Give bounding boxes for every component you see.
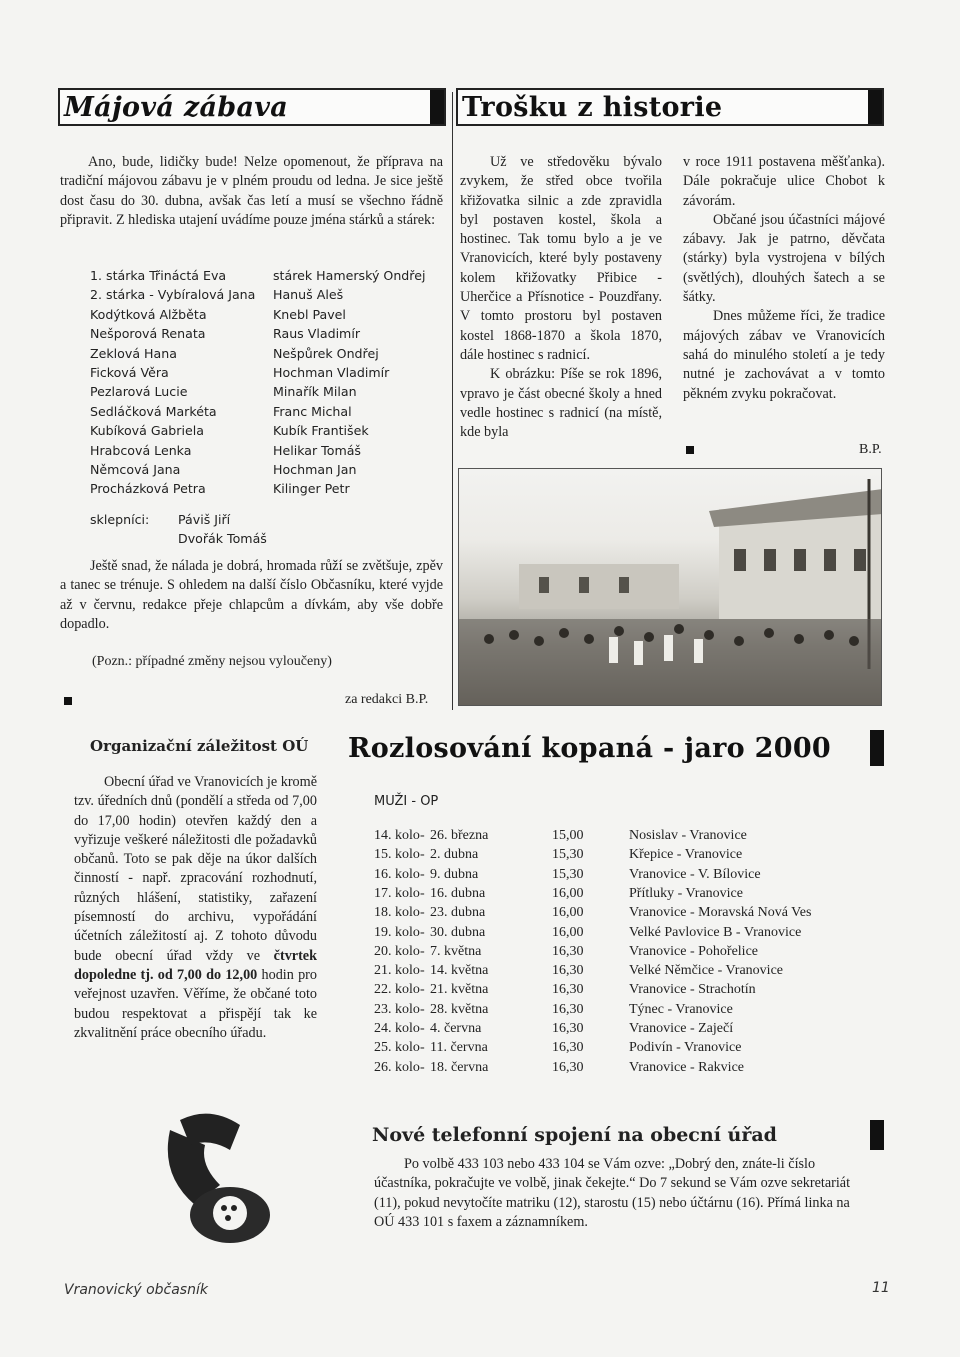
sklepnici-list [178, 510, 267, 549]
fixture-separator: - [420, 943, 425, 959]
fixture-match: Vranovice - Strachotín [629, 982, 756, 998]
office-text [74, 773, 317, 1043]
fixture-date: 7. května [430, 943, 482, 959]
fixture-date: 14. května [430, 963, 489, 979]
fixture-date: 18. června [430, 1059, 489, 1075]
header-block-ornament [870, 1120, 884, 1150]
header-block-ornament [430, 90, 444, 124]
starek-name: Hanuš Aleš [273, 287, 344, 303]
fixture-date: 21. května [430, 982, 489, 998]
fixture-separator: - [420, 982, 425, 998]
village-square-illustration [459, 469, 882, 706]
kopana-header [342, 728, 886, 768]
fixture-round: 17. kolo [374, 885, 420, 901]
fixture-separator: - [420, 924, 425, 940]
starek-name: Nešpůrek Ondřej [273, 345, 379, 361]
starka-name: Němcová Jana [90, 462, 181, 478]
column-divider [452, 92, 453, 710]
fixture-separator: - [420, 963, 425, 979]
starka-name: Kubíková Gabriela [90, 423, 204, 439]
publication-name: Vranovický občasník [64, 1282, 208, 1298]
fixture-round: 14. kolo [374, 828, 420, 843]
historie-col1-photo-caption: K obrázku: Píše se rok 1896, vpravo je část obecné školy a hned vedle hostinec s radnicí (na místě, kde byla [460, 366, 662, 441]
sklepnik-name: Páviš Jiří [178, 512, 231, 527]
fixture-date: 23. dubna [430, 905, 486, 921]
bullet-mark [686, 446, 694, 454]
starka-name: Hrabcová Lenka [90, 442, 192, 458]
fixture-date: 28. května [430, 1001, 489, 1017]
starek-names-list [273, 266, 425, 499]
fixture-date: 26. března [430, 828, 489, 843]
fixture-date: 4. června [430, 1021, 482, 1036]
starek-name: stárek Hamerský Ondřej [273, 268, 426, 283]
historie-col1-text: Už ve středověku bývalo zvykem, že střed obce tvořila křižovatka silnic a zde zpravidla byl postaven kostel, škola a hostinec. Tak tomu bylo a je ve Vranovicích, které byly postaveny kolem křižovatky Přibice - Uherčice a Přísnotice - Pouzdřany. V tomto prostoru byl postaven kostel 1868-1870 a škola 1870, dále hostinec s radnicí. [460, 154, 662, 363]
telephone-icon [150, 1100, 280, 1250]
historie-col2-text: v roce 1911 postavena měšťanka). Dále pokračuje ulice Chobot k závorám. [683, 154, 885, 209]
fixture-time: 16,30 [552, 963, 584, 979]
phone-title: Nové telefonní spojení na obecní úřad [372, 1124, 777, 1146]
kopana-title: Rozlosování kopaná - jaro 2000 [348, 732, 831, 764]
phone-text: Po volbě 433 103 nebo 433 104 se Vám ozve: „Dobrý den, znáte-li číslo účastníka, pokračujte ve volbě, jinak čekejte.“ Do 7 sekund se Vám ozve sekretariát (11), pokud nevytočíte matriku (12), starostu (15) nebo účtárnu (16). Přímá linka na OÚ 433 101 s faxem a záznamníkem. [374, 1156, 851, 1230]
header-block-ornament [868, 90, 882, 124]
fixture-match: Vranovice - V. Bílovice [629, 866, 761, 882]
starka-name: Nešporová Renata [90, 326, 206, 342]
starka-name: Ficková Věra [90, 365, 169, 381]
majova-closing: Ještě snad, že nálada je dobrá, hromada růží se zvětšuje, zpěv a tanec se trénuje. S ohledem na další číslo Občasníku, které vyjde až v červnu, redakce přeje chlapcům a dívkám, aby vše dobře dopadlo. [60, 558, 443, 632]
fixture-time: 16,00 [552, 905, 584, 921]
historie-title: Trošku z historie [462, 91, 723, 123]
fixture-match: Vranovice - Moravská Nová Ves [629, 905, 812, 921]
fixture-round: 23. kolo [374, 1001, 420, 1017]
fixture-time: 16,00 [552, 885, 584, 901]
fixture-separator: - [420, 847, 425, 863]
kopana-category: MUŽI - OP [374, 794, 439, 809]
starek-name: Franc Michal [273, 403, 352, 419]
fixture-date: 2. dubna [430, 847, 479, 863]
office-title: Organizační záležitost OÚ [90, 737, 309, 755]
fixture-time: 15,00 [552, 828, 584, 843]
fixture-time: 16,30 [552, 1040, 584, 1056]
fixture-round: 22. kolo [374, 982, 420, 998]
starka-name: Procházková Petra [90, 481, 206, 497]
fixture-match: Vranovice - Pohořelice [629, 943, 758, 959]
fixture-separator: - [420, 905, 425, 921]
fixture-match: Křepice - Vranovice [629, 847, 743, 863]
fixture-round: 26. kolo [374, 1059, 420, 1075]
stark-names-list [90, 266, 255, 499]
fixture-round: 16. kolo [374, 866, 420, 882]
majova-zabava-header [58, 88, 446, 126]
starka-name: 2. stárka - Vybíralová Jana [90, 287, 256, 303]
fixture-separator: - [420, 866, 425, 882]
majova-zabava-title: Májová zábava [64, 91, 289, 123]
historie-signature: B.P. [859, 442, 882, 457]
fixture-time: 15,30 [552, 847, 584, 863]
bullet-mark [64, 697, 72, 705]
starek-name: Raus Vladimír [273, 326, 361, 342]
majova-intro: Ano, bude, lidičky bude! Nelze opomenout, že příprava na tradiční májovou zábavu je v plném proudu od ledna. Je sice ještě dost času do 30. dubna, avšak čas letí a musí se všechno řádně připravit. Z hlediska utajení uvádíme pouze jména stárků a stárek: [60, 154, 443, 228]
historie-col1 [460, 153, 662, 442]
fixture-time: 16,00 [552, 924, 584, 940]
starek-name: Kilinger Petr [273, 481, 350, 497]
fixture-round: 21. kolo [374, 963, 420, 979]
starka-name: Pezlarová Lucie [90, 384, 188, 400]
sklepnici-label: sklepníci: [90, 512, 150, 527]
phone-illustration [150, 1100, 280, 1250]
starek-name: Minařík Milan [273, 384, 357, 400]
fixture-match: Týnec - Vranovice [629, 1001, 733, 1017]
office-text-b: hodin pro veřejnost uzavřen. Věříme, že občané toto budou respektovat a přispějí tak ke zkvalitnění práce obecního úřadu. [74, 966, 317, 1041]
fixture-match: Vranovice - Zaječí [629, 1021, 734, 1036]
starka-name: Zeklová Hana [90, 345, 177, 361]
fixture-match: Vranovice - Rakvice [629, 1059, 744, 1075]
fixture-round: 25. kolo [374, 1040, 420, 1056]
page-number: 11 [872, 1280, 890, 1296]
fixture-date: 16. dubna [430, 885, 486, 901]
office-text-a: Obecní úřad ve Vranovicích je kromě tzv. úředních dnů (pondělí a středa od 7,00 do 17,00 hodin) otevřen každý den a vyřizuje veškeré náležitosti dle požadavků občanů. Toto se pak děje na úkor dalších činností - např. zpracování rozhodnutí, různých hlášení, statistiky, zařazení písemností do archivu, vypořádání účetních záležitostí aj. Z tohoto důvodu bude obecní úřad vždy ve [74, 774, 317, 964]
starek-name: Hochman Jan [273, 462, 357, 478]
fixture-match: Velké Pavlovice B - Vranovice [629, 924, 802, 940]
fixture-separator: - [420, 828, 425, 843]
historical-photo-1896 [458, 468, 882, 706]
starka-name: 1. stárka Třináctá Eva [90, 268, 227, 283]
fixture-separator: - [420, 885, 425, 901]
fixture-time: 16,30 [552, 1001, 584, 1017]
fixture-time: 15,30 [552, 866, 584, 882]
majova-note: (Pozn.: případné změny nejsou vyloučeny) [92, 654, 332, 669]
fixture-separator: - [420, 1059, 425, 1075]
historie-col2 [683, 153, 885, 404]
phone-header [370, 1118, 886, 1152]
fixture-time: 16,30 [552, 943, 584, 959]
starek-name: Hochman Vladimír [273, 365, 390, 381]
starek-name: Knebl Pavel [273, 306, 346, 322]
fixture-round: 19. kolo [374, 924, 420, 940]
fixture-time: 16,30 [552, 982, 584, 998]
historie-col2-text-b: Občané jsou účastníci májové zábavy. Jak je patrno, děvčata (stárky) byla vystrojena v bílých (světlých), dlouhých šatech a se šátky. [683, 211, 885, 306]
fixture-match: Podivín - Vranovice [629, 1040, 742, 1056]
fixture-match: Nosislav - Vranovice [629, 828, 747, 843]
fixture-date: 30. dubna [430, 924, 486, 940]
historie-col2-text-c: Dnes můžeme říci, že tradice májových zábav ve Vranovicích sahá do minulého století a je tedy nutné je zachovávat a v tomto pěkném zvyku pokračovat. [683, 308, 885, 402]
fixture-match: Velké Němčice - Vranovice [629, 963, 783, 979]
historie-header [456, 88, 884, 126]
fixture-separator: - [420, 1021, 425, 1036]
starka-name: Sedláčková Markéta [90, 403, 217, 419]
fixture-round: 15. kolo [374, 847, 420, 863]
fixture-time: 16,30 [552, 1021, 584, 1036]
fixture-separator: - [420, 1040, 425, 1056]
fixture-date: 11. června [430, 1040, 488, 1056]
crowd-area [459, 619, 882, 706]
fixture-date: 9. dubna [430, 866, 479, 882]
fixture-separator: - [420, 1001, 425, 1017]
starka-name: Kodýtková Alžběta [90, 306, 207, 322]
fixture-round: 18. kolo [374, 905, 420, 921]
starek-name: Kubík František [273, 423, 369, 439]
majova-signature: za redakci B.P. [345, 692, 429, 707]
fixture-round: 20. kolo [374, 943, 420, 959]
fixture-round: 24. kolo [374, 1021, 420, 1036]
fixture-time: 16,30 [552, 1059, 584, 1075]
header-block-ornament [870, 730, 884, 766]
sklepnik-name: Dvořák Tomáš [178, 531, 267, 547]
starek-name: Helikar Tomáš [273, 442, 361, 458]
fixture-match: Přítluky - Vranovice [629, 885, 743, 901]
office-closed-hours: čtvrtek dopoledne tj. od 7,00 do 12,00 [74, 947, 317, 983]
